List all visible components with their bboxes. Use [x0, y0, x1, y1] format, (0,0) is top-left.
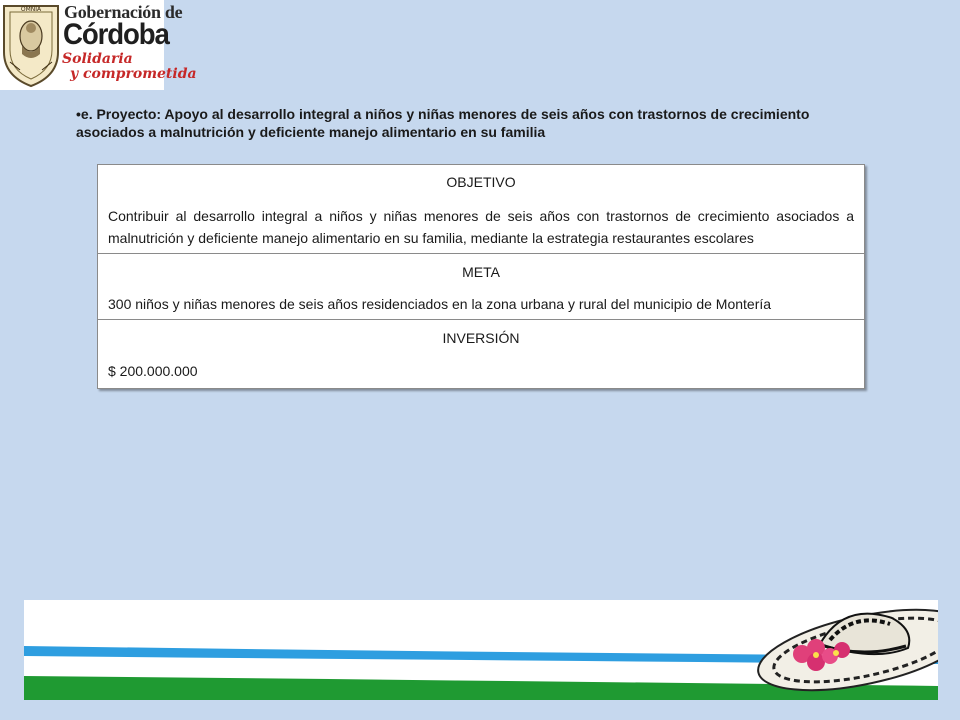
svg-text:OMNIA: OMNIA [20, 6, 42, 13]
logo-tagline-2: y comprometida [70, 66, 197, 82]
logo-tagline [62, 52, 197, 82]
section-inversion [98, 320, 864, 388]
logo-line-1: Gobernación de [64, 2, 183, 22]
footer-banner [24, 600, 938, 700]
section-title: OBJETIVO [446, 174, 516, 190]
section-body: $ 200.000.000 [108, 363, 198, 379]
section-title: INVERSIÓN [442, 330, 520, 346]
section-objetivo [98, 165, 864, 254]
section-body: 300 niños y niñas menores de seis años residenciados en la zona urbana y rural del municipio de Montería [108, 296, 772, 312]
logo-tagline-1: Solidaria [62, 51, 133, 67]
section-title: META [462, 264, 500, 280]
project-heading: •e. Proyecto: Apoyo al desarrollo integral a niños y niñas menores de seis años con trastornos de crecimiento asociados a malnutrición y deficiente manejo alimentario en su familia [76, 106, 810, 140]
logo-line-2: Córdoba [63, 18, 169, 51]
section-meta [98, 254, 864, 320]
footer-stripes [24, 600, 938, 700]
logo [0, 0, 197, 90]
project-table [97, 164, 865, 389]
seal-icon [0, 0, 62, 90]
section-body: Contribuir al desarrollo integral a niños y niñas menores de seis años con trastornos de crecimiento asociados a malnutrición y deficiente manejo alimentario en su familia, mediante la estrategia restaurantes escolares [108, 208, 854, 246]
